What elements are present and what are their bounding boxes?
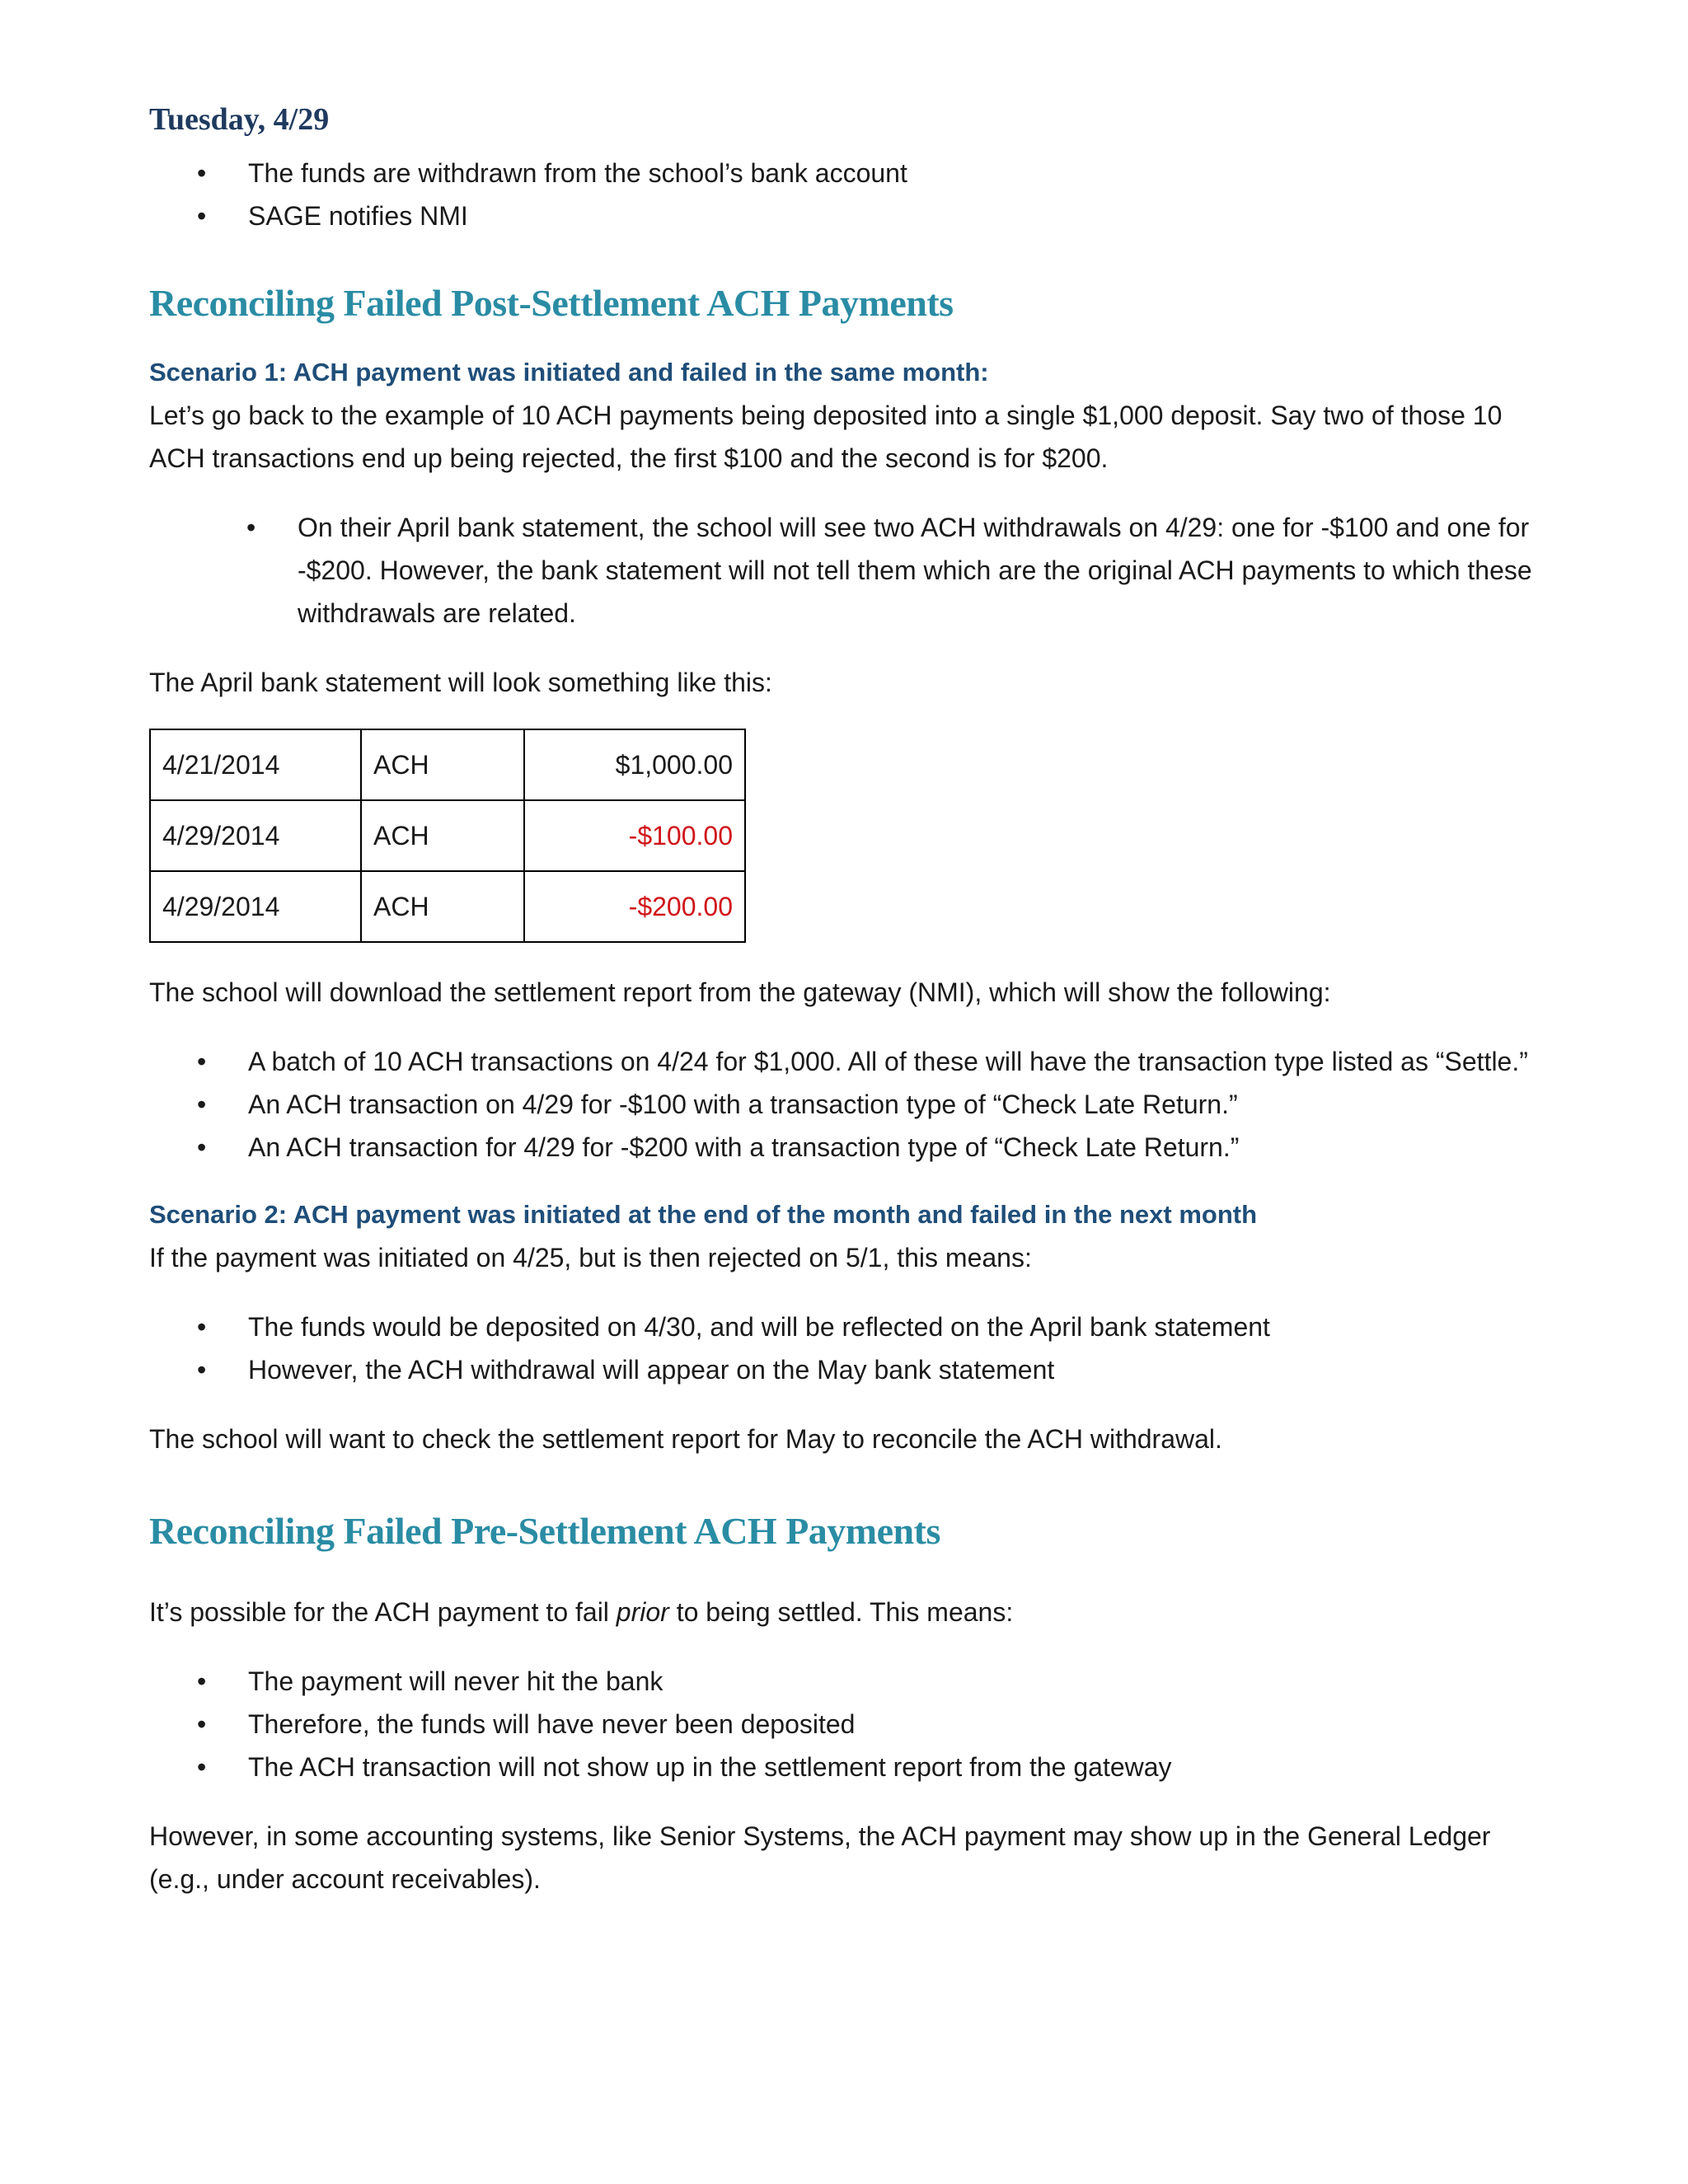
- pre-settlement-bullet-list: [149, 1660, 1550, 1788]
- list-item: [149, 1083, 1550, 1126]
- bullet-icon: •: [197, 158, 207, 188]
- bullet-icon: •: [197, 1090, 207, 1119]
- statement-date-cell: 4/29/2014: [150, 800, 361, 871]
- statement-date-cell: 4/21/2014: [150, 729, 361, 800]
- list-item-text: The funds are withdrawn from the school’s bank account: [248, 158, 907, 188]
- list-item: [149, 1126, 1550, 1169]
- bullet-icon: •: [197, 1312, 207, 1342]
- statement-date-cell: 4/29/2014: [150, 871, 361, 942]
- statement-intro: The April bank statement will look something like this:: [149, 668, 772, 697]
- list-item-text: However, the ACH withdrawal will appear on the May bank statement: [248, 1355, 1055, 1385]
- scenario2-bullet-list: [149, 1305, 1550, 1391]
- bullet-icon: •: [197, 201, 207, 231]
- table-row: [150, 800, 745, 871]
- statement-type-cell: ACH: [361, 800, 524, 871]
- document-page: [149, 97, 1550, 1900]
- bullet-icon: •: [197, 1047, 207, 1076]
- scenario2-closing: The school will want to check the settlement report for May to reconcile the ACH withdrawal.: [149, 1424, 1222, 1454]
- list-item: [149, 1660, 1550, 1703]
- bank-statement-table: [149, 729, 746, 943]
- pre-settlement-closing: However, in some accounting systems, like Senior Systems, the ACH payment may show up in the General Ledger (e.g., under account receivables).: [149, 1821, 1491, 1894]
- bullet-icon: •: [246, 513, 256, 542]
- list-item: [149, 1746, 1550, 1788]
- date-heading: Tuesday, 4/29: [149, 102, 330, 137]
- list-item-text: Therefore, the funds will have never been deposited: [248, 1709, 856, 1739]
- bullet-icon: •: [197, 1666, 207, 1696]
- bullet-icon: •: [197, 1355, 207, 1385]
- scenario1-heading: Scenario 1: ACH payment was initiated and failed in the same month:: [149, 358, 989, 387]
- report-intro: The school will download the settlement report from the gateway (NMI), which will show the following:: [149, 977, 1331, 1007]
- scenario1-bullet-list: [149, 506, 1550, 635]
- list-item-text: On their April bank statement, the school will see two ACH withdrawals on 4/29: one for -$100 and one for -$200. However, the bank statement will not tell them which are the original ACH payments to which these withdrawals are related.: [298, 513, 1532, 628]
- table-row: [150, 871, 745, 942]
- statement-amount-cell: -$200.00: [524, 871, 745, 942]
- list-item: [149, 194, 1550, 237]
- bullet-icon: •: [197, 1709, 207, 1739]
- list-item: [149, 152, 1550, 194]
- bullet-icon: •: [197, 1752, 207, 1782]
- list-item: [149, 1040, 1550, 1083]
- list-item: [149, 1348, 1550, 1391]
- list-item-text: A batch of 10 ACH transactions on 4/24 for $1,000. All of these will have the transaction type listed as “Settle.”: [248, 1047, 1528, 1076]
- list-item-text: The ACH transaction will not show up in the settlement report from the gateway: [248, 1752, 1172, 1782]
- post-settlement-heading: Reconciling Failed Post-Settlement ACH Payments: [149, 282, 954, 324]
- statement-type-cell: ACH: [361, 729, 524, 800]
- scenario2-heading: Scenario 2: ACH payment was initiated at the end of the month and failed in the next month: [149, 1200, 1258, 1229]
- list-item: [149, 1305, 1550, 1348]
- statement-amount-cell: $1,000.00: [524, 729, 745, 800]
- list-item-text: The funds would be deposited on 4/30, and will be reflected on the April bank statement: [248, 1312, 1270, 1342]
- list-item-text: An ACH transaction for 4/29 for -$200 with a transaction type of “Check Late Return.”: [248, 1132, 1240, 1162]
- list-item-text: An ACH transaction on 4/29 for -$100 with a transaction type of “Check Late Return.”: [248, 1090, 1238, 1119]
- pre-settlement-intro: [149, 1591, 1550, 1633]
- scenario1-intro: Let’s go back to the example of 10 ACH payments being deposited into a single $1,000 deposit. Say two of those 10 ACH transactions end up being rejected, the first $100 and the second is for $200.: [149, 401, 1503, 473]
- list-item: [149, 1703, 1550, 1746]
- list-item: [149, 506, 1550, 635]
- bullet-icon: •: [197, 1132, 207, 1162]
- table-row: [150, 729, 745, 800]
- list-item-text: The payment will never hit the bank: [248, 1666, 663, 1696]
- report-bullet-list: [149, 1040, 1550, 1169]
- statement-amount-cell: -$100.00: [524, 800, 745, 871]
- intro-text: to being settled. This means:: [668, 1597, 1014, 1627]
- intro-emphasis: prior: [616, 1597, 669, 1627]
- list-item-text: SAGE notifies NMI: [248, 201, 468, 231]
- pre-settlement-heading: Reconciling Failed Pre-Settlement ACH Payments: [149, 1510, 940, 1552]
- intro-text: It’s possible for the ACH payment to fail: [149, 1597, 617, 1627]
- scenario2-intro: If the payment was initiated on 4/25, but is then rejected on 5/1, this means:: [149, 1243, 1032, 1272]
- statement-type-cell: ACH: [361, 871, 524, 942]
- date-bullet-list: [149, 152, 1550, 237]
